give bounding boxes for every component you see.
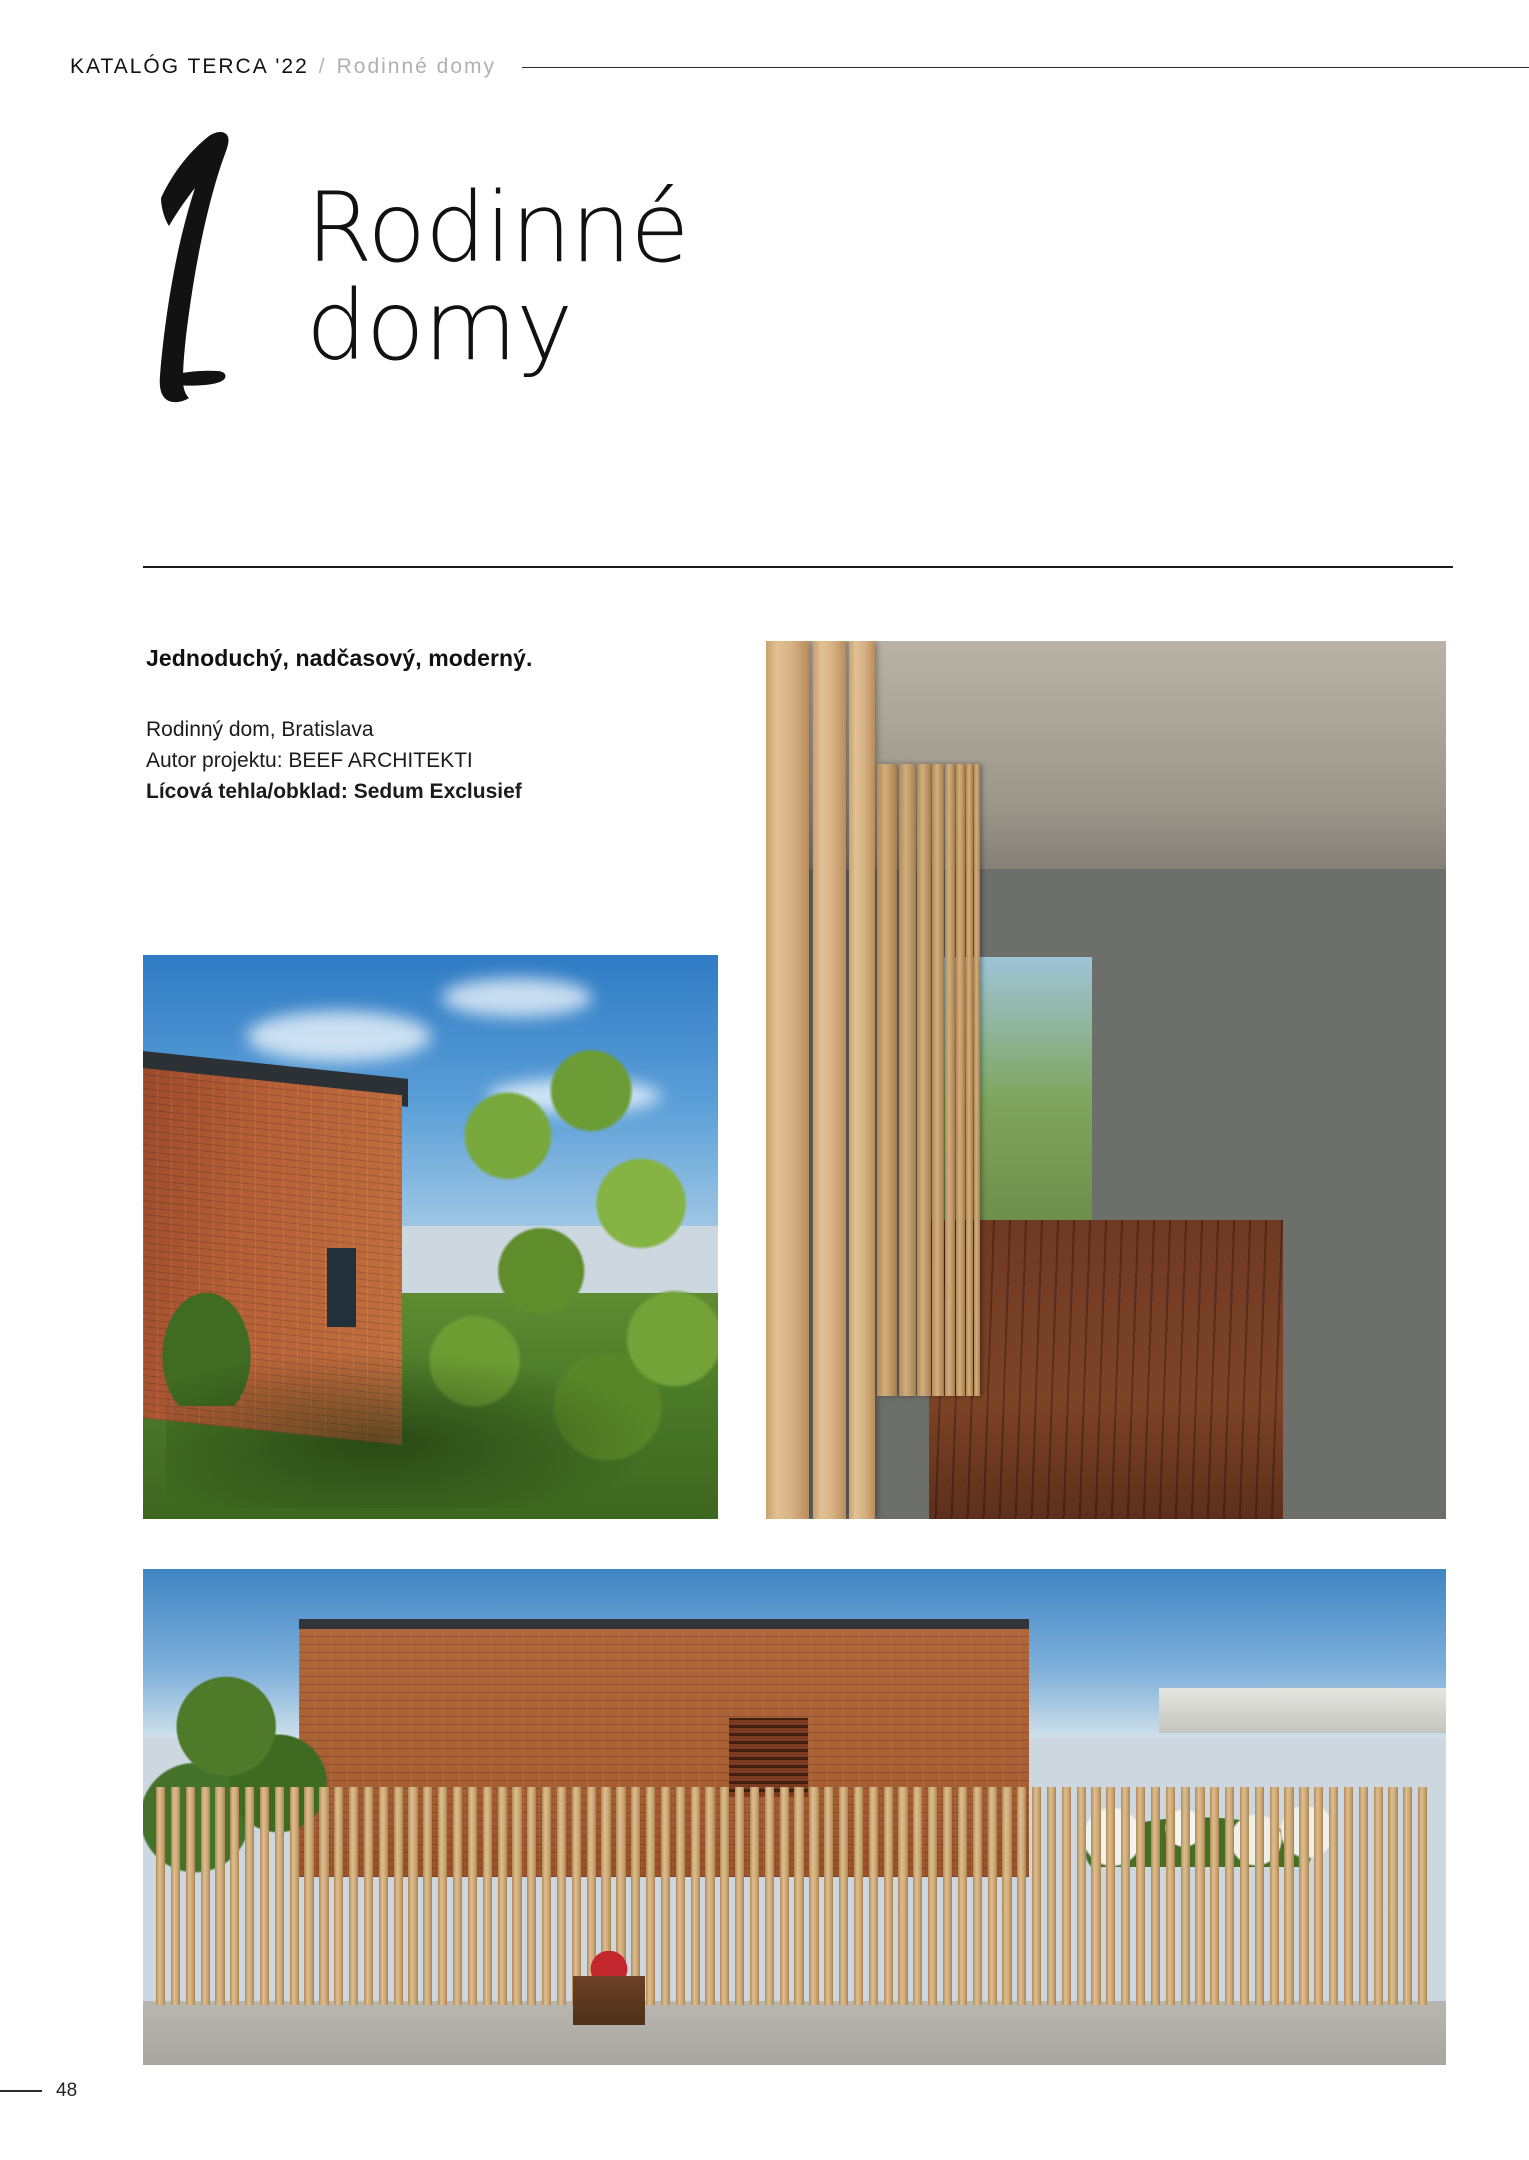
caption-location: Rodinný dom, Bratislava <box>146 718 374 741</box>
header-divider <box>522 67 1529 68</box>
caption-lead: Jednoduchý, nadčasový, moderný. <box>146 645 533 671</box>
caption-author: Autor projektu: BEEF ARCHITEKTI <box>146 749 473 773</box>
chapter-number-mark <box>143 126 263 426</box>
breadcrumb <box>70 55 496 79</box>
section-label: Rodinné domy <box>336 55 497 78</box>
title-divider <box>143 566 1453 568</box>
caption-material: Lícová tehla/obklad: Sedum Exclusief <box>146 780 522 804</box>
breadcrumb-separator: / <box>318 55 327 78</box>
page-number: 48 <box>56 2080 78 2101</box>
page-title-line2: domy <box>306 269 572 382</box>
page-header <box>0 52 1529 82</box>
page-title-line1: Rodinné <box>306 172 689 284</box>
photo-corridor <box>766 641 1446 1519</box>
photo-fence <box>143 1569 1446 2065</box>
project-caption <box>146 645 726 807</box>
chapter-title-block <box>143 150 1453 450</box>
caption-details <box>146 714 726 807</box>
page-title <box>306 172 689 382</box>
page-footer <box>0 2080 77 2102</box>
footer-divider <box>0 2090 42 2092</box>
catalog-label: KATALÓG TERCA '22 <box>70 55 309 78</box>
photo-garden <box>143 955 718 1519</box>
